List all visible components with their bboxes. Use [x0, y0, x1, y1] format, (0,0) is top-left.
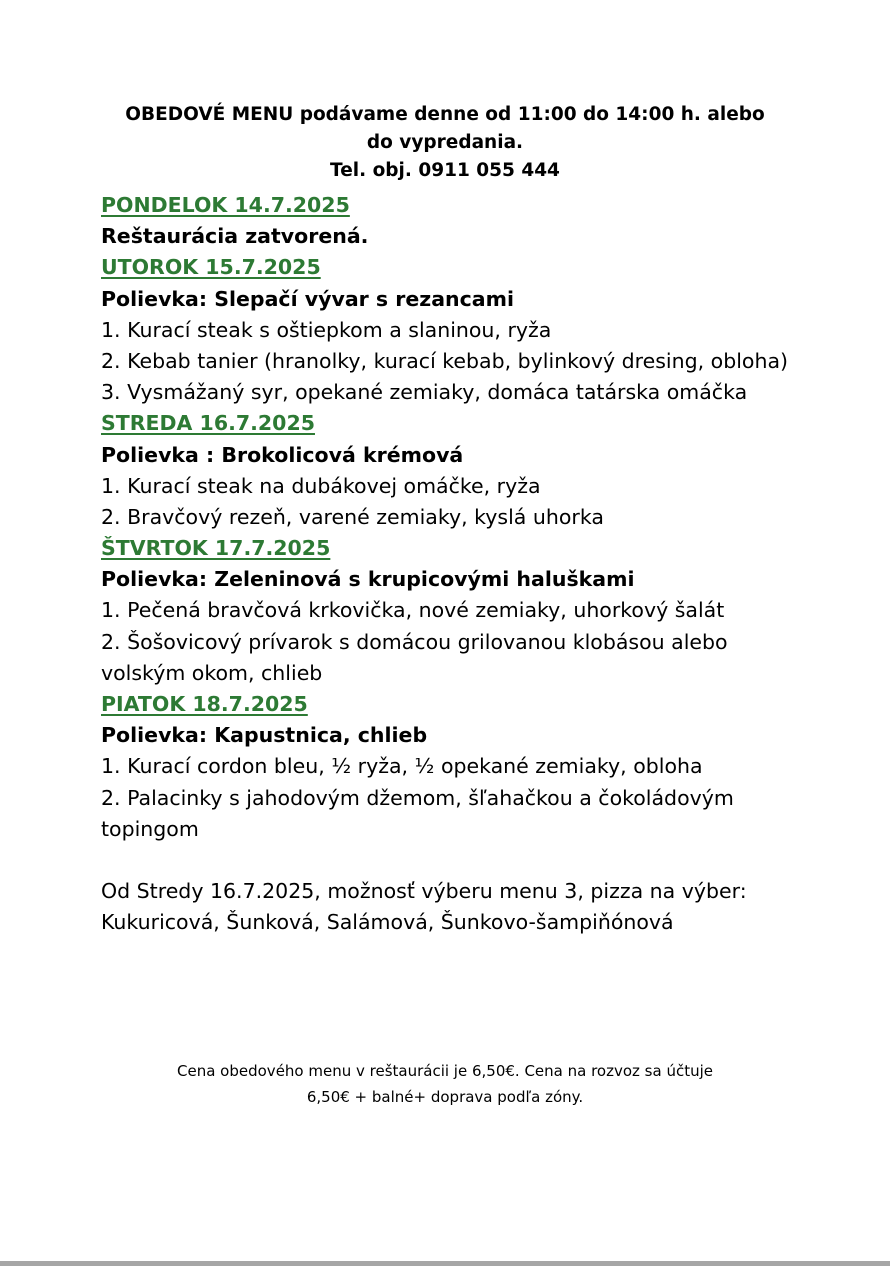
menu-content [101, 190, 861, 939]
tuesday-item-3: 3. Vysmážaný syr, opekané zemiaky, domáca tatárska omáčka [101, 380, 748, 405]
wednesday-item-2: 2. Bravčový rezeň, varené zemiaky, kyslá uhorka [101, 504, 604, 529]
friday-item-2: 2. Palacinky s jahodovým džemom, šľahačkou a čokoládovým [101, 785, 734, 810]
day-heading-wednesday: STREDA 16.7.2025 [101, 411, 315, 436]
day-heading-tuesday: UTOROK 15.7.2025 [101, 255, 321, 280]
tuesday-soup: Polievka: Slepačí vývar s rezancami [101, 286, 515, 311]
wednesday-item-1: 1. Kurací steak na dubákovej omáčke, ryža [101, 473, 541, 498]
pizza-note-line-2: Kukuricová, Šunková, Salámová, Šunkovo-šampiňónová [101, 910, 674, 935]
friday-soup: Polievka: Kapustnica, chlieb [101, 723, 428, 748]
price-footer [90, 1058, 800, 1110]
day-heading-friday: PIATOK 18.7.2025 [101, 692, 308, 716]
bottom-divider [0, 1261, 890, 1266]
wednesday-soup: Polievka : Brokolicová krémová [101, 442, 464, 467]
pizza-note-line-1: Od Stredy 16.7.2025, možnosť výberu menu 3, pizza na výber: [101, 879, 747, 904]
header-title-line: OBEDOVÉ MENU podávame denne od 11:00 do 14:00 h. alebo [125, 104, 765, 125]
price-footer-line-2: 6,50€ + balné+ doprava podľa zóny. [306, 1088, 584, 1106]
header-hours-line: do vypredania. [366, 132, 524, 153]
monday-note: Reštaurácia zatvorená. [101, 224, 369, 249]
price-footer-line-1: Cena obedového menu v reštaurácii je 6,50€. Cena na rozvoz sa účtuje [177, 1062, 713, 1080]
blank-spacer [101, 845, 861, 876]
thursday-item-1: 1. Pečená bravčová krkovička, nové zemiaky, uhorkový šalát [101, 598, 725, 623]
menu-header [60, 101, 830, 185]
thursday-item-2-continued: volským okom, chlieb [101, 660, 323, 685]
friday-item-2-continued: topingom [101, 816, 199, 841]
thursday-item-2: 2. Šošovicový prívarok s domácou grilovanou klobásou alebo [101, 629, 728, 654]
tuesday-item-2: 2. Kebab tanier (hranolky, kurací kebab, bylinkový dresing, obloha) [101, 348, 789, 373]
header-phone-line: Tel. obj. 0911 055 444 [330, 160, 560, 181]
day-heading-thursday: ŠTVRTOK 17.7.2025 [101, 536, 331, 561]
day-heading-monday: PONDELOK 14.7.2025 [101, 193, 350, 217]
friday-item-1: 1. Kurací cordon bleu, ½ ryža, ½ opekané zemiaky, obloha [101, 754, 703, 779]
thursday-soup: Polievka: Zeleninová s krupicovými haluškami [101, 567, 635, 592]
tuesday-item-1: 1. Kurací steak s oštiepkom a slaninou, ryža [101, 317, 552, 342]
